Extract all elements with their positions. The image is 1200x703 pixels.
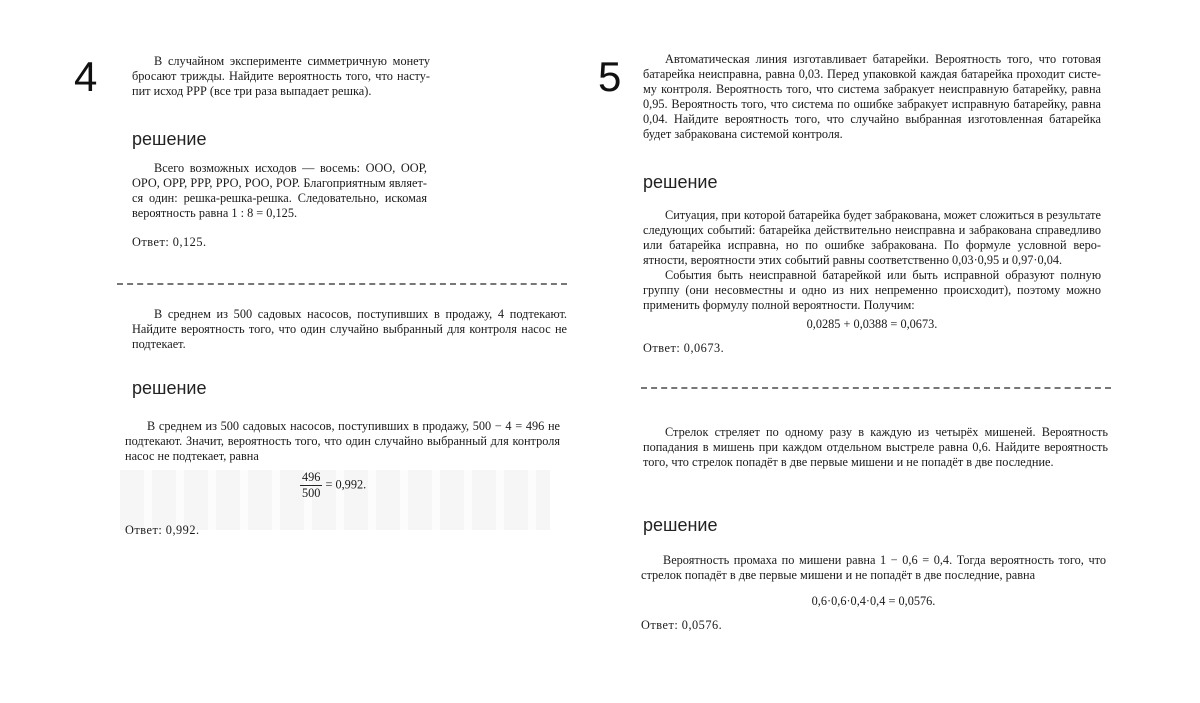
answer-4b: Ответ: 0,992. bbox=[125, 523, 200, 537]
solution-5a-p2: События быть неисправной батарейкой или быть исправной образуют полную группу (они несовместны и одно из них непременно происходит), поэтому можно применить формулу полной вероятности. Получим: bbox=[643, 268, 1101, 312]
section-divider-left bbox=[117, 283, 567, 285]
solution-heading-5b: решение bbox=[643, 515, 718, 535]
problem-4a-text: В случайном эксперименте симметричную монету бросают трижды. Найдите вероятность того, что наступит исход РРР (все три раза выпадает решка). bbox=[132, 54, 430, 98]
solution-5b-text: Вероятность промаха по мишени равна 1 − 0,6 = 0,4. Тогда вероятность того, что стрелок попадёт в две первые мишени и не попадёт в две последние, равна bbox=[641, 553, 1106, 582]
solution-4a-text: Всего возможных исходов — восемь: ООО, ООР, ОРО, ОРР, РРР, РРО, РОО, РОР. Благоприятным является один: решка-решка-решка. Следовательно, искомая вероятность равна 1 : 8 = 0,125. bbox=[132, 161, 427, 220]
fraction-denominator: 500 bbox=[302, 486, 321, 500]
solution-heading-5a: решение bbox=[643, 172, 718, 192]
task-number-4: 4 bbox=[74, 53, 98, 100]
answer-4a: Ответ: 0,125. bbox=[132, 235, 207, 249]
problem-5a-text: Автоматическая линия изготавливает батарейки. Вероятность того, что готовая батарейка неисправна, равна 0,03. Перед упаковкой каждая батарейка проходит систему контроля. Вероятность того, что система забракует неисправную батарейку, равна 0,95. Вероятность того, что система по ошибке забракует исправную батарейку, равна 0,04. Найдите вероятность того, что случайно выбранная изготовленная батарейка будет забракована системой контроля. bbox=[643, 52, 1101, 141]
formula-5b: 0,6·0,6·0,4·0,4 = 0,0576. bbox=[811, 594, 936, 608]
solution-4b-text: В среднем из 500 садовых насосов, поступивших в продажу, 500 − 4 = 496 не подтекают. Значит, вероятность того, что один случайно выбранный для контроля насос не подтекает, равна bbox=[125, 419, 560, 463]
answer-5a: Ответ: 0,0673. bbox=[643, 341, 725, 355]
formula-result: = 0,992. bbox=[325, 477, 367, 492]
formula-5a: 0,0285 + 0,0388 = 0,0673. bbox=[806, 317, 938, 331]
fraction-496-500 bbox=[300, 470, 322, 501]
answer-5b: Ответ: 0,0576. bbox=[641, 618, 723, 632]
solution-5a-p1: Ситуация, при которой батарейка будет забракована, может сложиться в результате следующих событий: батарейка действительно неисправна и забракована справедливо или батарейка исправна, но по ошибке забракована. По формуле условной вероятности, вероятности этих событий равны соответственно 0,03·0,95 и 0,97·0,04. bbox=[643, 208, 1101, 267]
solution-heading-4a: решение bbox=[132, 129, 207, 149]
solution-heading-4b: решение bbox=[132, 378, 207, 398]
problem-4b-text: В среднем из 500 садовых насосов, поступивших в продажу, 4 подтекают. Найдите вероятность того, что один случайно выбранный для контроля насос не подтекает. bbox=[132, 307, 567, 351]
fraction-numerator: 496 bbox=[302, 470, 321, 484]
problem-5b-text: Стрелок стреляет по одному разу в каждую из четырёх мишеней. Вероятность попадания в мишень при каждом отдельном выстреле равна 0,6. Найдите вероятность того, что стрелок попадёт в две первые мишени и не попадёт в две последние. bbox=[643, 425, 1108, 469]
task-number-5: 5 bbox=[598, 53, 622, 100]
formula-4b bbox=[300, 470, 400, 501]
section-divider-right bbox=[641, 387, 1111, 389]
